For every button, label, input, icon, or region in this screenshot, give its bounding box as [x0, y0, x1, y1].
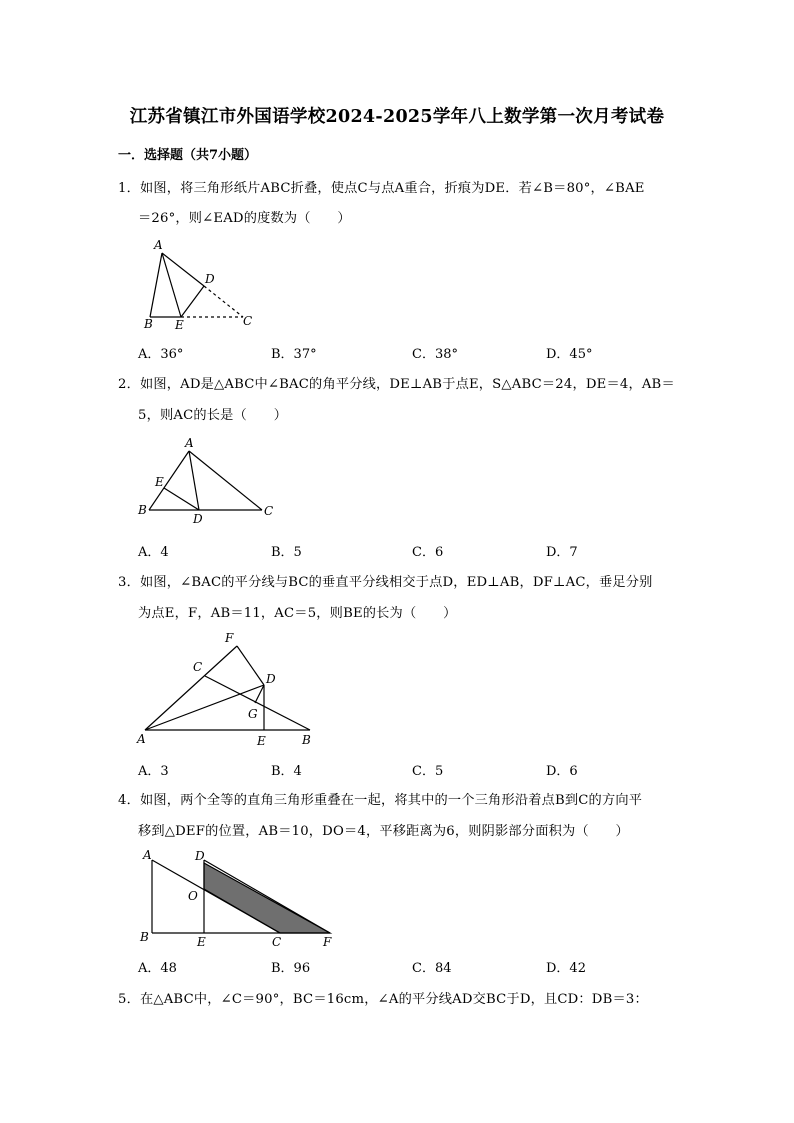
q4-option-c[interactable]: C．84 — [412, 961, 452, 976]
fig3-label-c: C — [193, 660, 203, 674]
fig1-label-e: E — [175, 318, 184, 332]
q2-option-a[interactable]: A．4 — [138, 545, 169, 560]
fig1-segment-ad — [162, 253, 204, 286]
fig1-segment-ed — [181, 286, 204, 317]
fig3-segment-fd — [237, 646, 264, 685]
q1-option-d[interactable]: D．45° — [546, 347, 593, 362]
fig2-label-a: A — [185, 436, 194, 450]
fig1-segment-ae — [162, 253, 181, 317]
figure-q1-labels — [143, 238, 252, 332]
fig3-label-a: A — [137, 732, 146, 746]
fig3-segment-af — [145, 646, 237, 730]
q1-stem-line-2: ＝26°，则∠EAD的度数为（ ） — [138, 211, 351, 226]
fig3-segment-ad — [145, 685, 264, 730]
fig2-segment-ac — [189, 451, 262, 510]
q2-option-d[interactable]: D．7 — [546, 545, 578, 560]
q4-option-b[interactable]: B．96 — [271, 961, 311, 976]
section-heading: 一．选择题（共7小题） — [118, 148, 258, 163]
figure-q2-labels — [137, 436, 273, 526]
q3-option-d[interactable]: D．6 — [546, 764, 578, 779]
q3-stem-line-2: 为点E，F，AB＝11，AC＝5，则BE的长为（ ） — [138, 606, 457, 621]
q5-stem-line-1: 5．在△ABC中，∠C＝90°，BC＝16cm，∠A的平分线AD交BC于D，且CD：DB＝3： — [118, 992, 648, 1007]
fig1-label-a: A — [154, 238, 163, 252]
fig4-label-e: E — [197, 935, 206, 949]
q3-option-a[interactable]: A．3 — [138, 764, 169, 779]
q2-option-c[interactable]: C．6 — [412, 545, 444, 560]
fig4-label-o: O — [188, 889, 198, 903]
fig3-segment-cb — [205, 676, 310, 730]
q2-option-b[interactable]: B．5 — [271, 545, 302, 560]
fig1-label-c: C — [243, 314, 253, 328]
fig2-label-c: C — [264, 504, 274, 518]
fig4-label-a: A — [143, 848, 152, 862]
figure-q2-angle-bisector — [149, 451, 262, 510]
q3-option-b[interactable]: B．4 — [271, 764, 302, 779]
fig2-label-d: D — [193, 512, 203, 526]
fig4-label-d: D — [195, 849, 205, 863]
fig2-label-e: E — [155, 475, 164, 489]
q4-option-d[interactable]: D．42 — [546, 961, 586, 976]
fig3-label-e: E — [257, 734, 266, 748]
q2-stem-line-2: 5，则AC的长是（ ） — [138, 408, 288, 423]
q3-option-c[interactable]: C．5 — [412, 764, 444, 779]
fig1-segment-ab — [150, 253, 162, 317]
q4-stem-line-1: 4．如图，两个全等的直角三角形重叠在一起，将其中的一个三角形沿着点B到C的方向平 — [118, 793, 643, 808]
q3-stem-line-1: 3．如图，∠BAC的平分线与BC的垂直平分线相交于点D，ED⊥AB，DF⊥AC，垂足分别 — [118, 575, 653, 590]
q2-stem-line-1: 2．如图，AD是△ABC中∠BAC的角平分线，DE⊥AB于点E，S△ABC＝24，DE＝4，AB＝ — [118, 377, 675, 392]
q1-option-c[interactable]: C．38° — [412, 347, 458, 362]
fig2-segment-de — [164, 488, 199, 510]
fig1-label-d: D — [205, 272, 215, 286]
figure-q1-folded-triangle — [150, 253, 243, 317]
q4-option-a[interactable]: A．48 — [138, 961, 177, 976]
fig4-label-f: F — [323, 935, 332, 949]
q1-option-b[interactable]: B．37° — [271, 347, 317, 362]
fig2-segment-ad — [189, 451, 199, 510]
fig1-label-b: B — [144, 317, 153, 331]
q1-stem-line-1: 1．如图，将三角形纸片ABC折叠，使点C与点A重合，折痕为DE．若∠B＝80°，∠BAE — [118, 181, 645, 196]
fig1-segment-dc-dashed — [204, 286, 243, 317]
page-title: 江苏省镇江市外国语学校2024-2025学年八上数学第一次月考试卷 — [129, 107, 665, 127]
fig3-label-g: G — [248, 707, 258, 721]
fig3-label-d: D — [266, 672, 276, 686]
q4-stem-line-2: 移到△DEF的位置，AB＝10，DO＝4，平移距离为6，则阴影部分面积为（ ） — [138, 824, 629, 839]
q1-option-a[interactable]: A．36° — [138, 347, 184, 362]
fig2-label-b: B — [138, 503, 147, 517]
figure-q4-translated-triangles — [152, 860, 330, 933]
fig4-label-c: C — [272, 935, 282, 949]
fig3-label-b: B — [302, 733, 311, 747]
figure-q3-perpendicular-bisector — [145, 646, 310, 730]
fig4-label-b: B — [140, 930, 149, 944]
fig3-label-f: F — [225, 631, 234, 645]
